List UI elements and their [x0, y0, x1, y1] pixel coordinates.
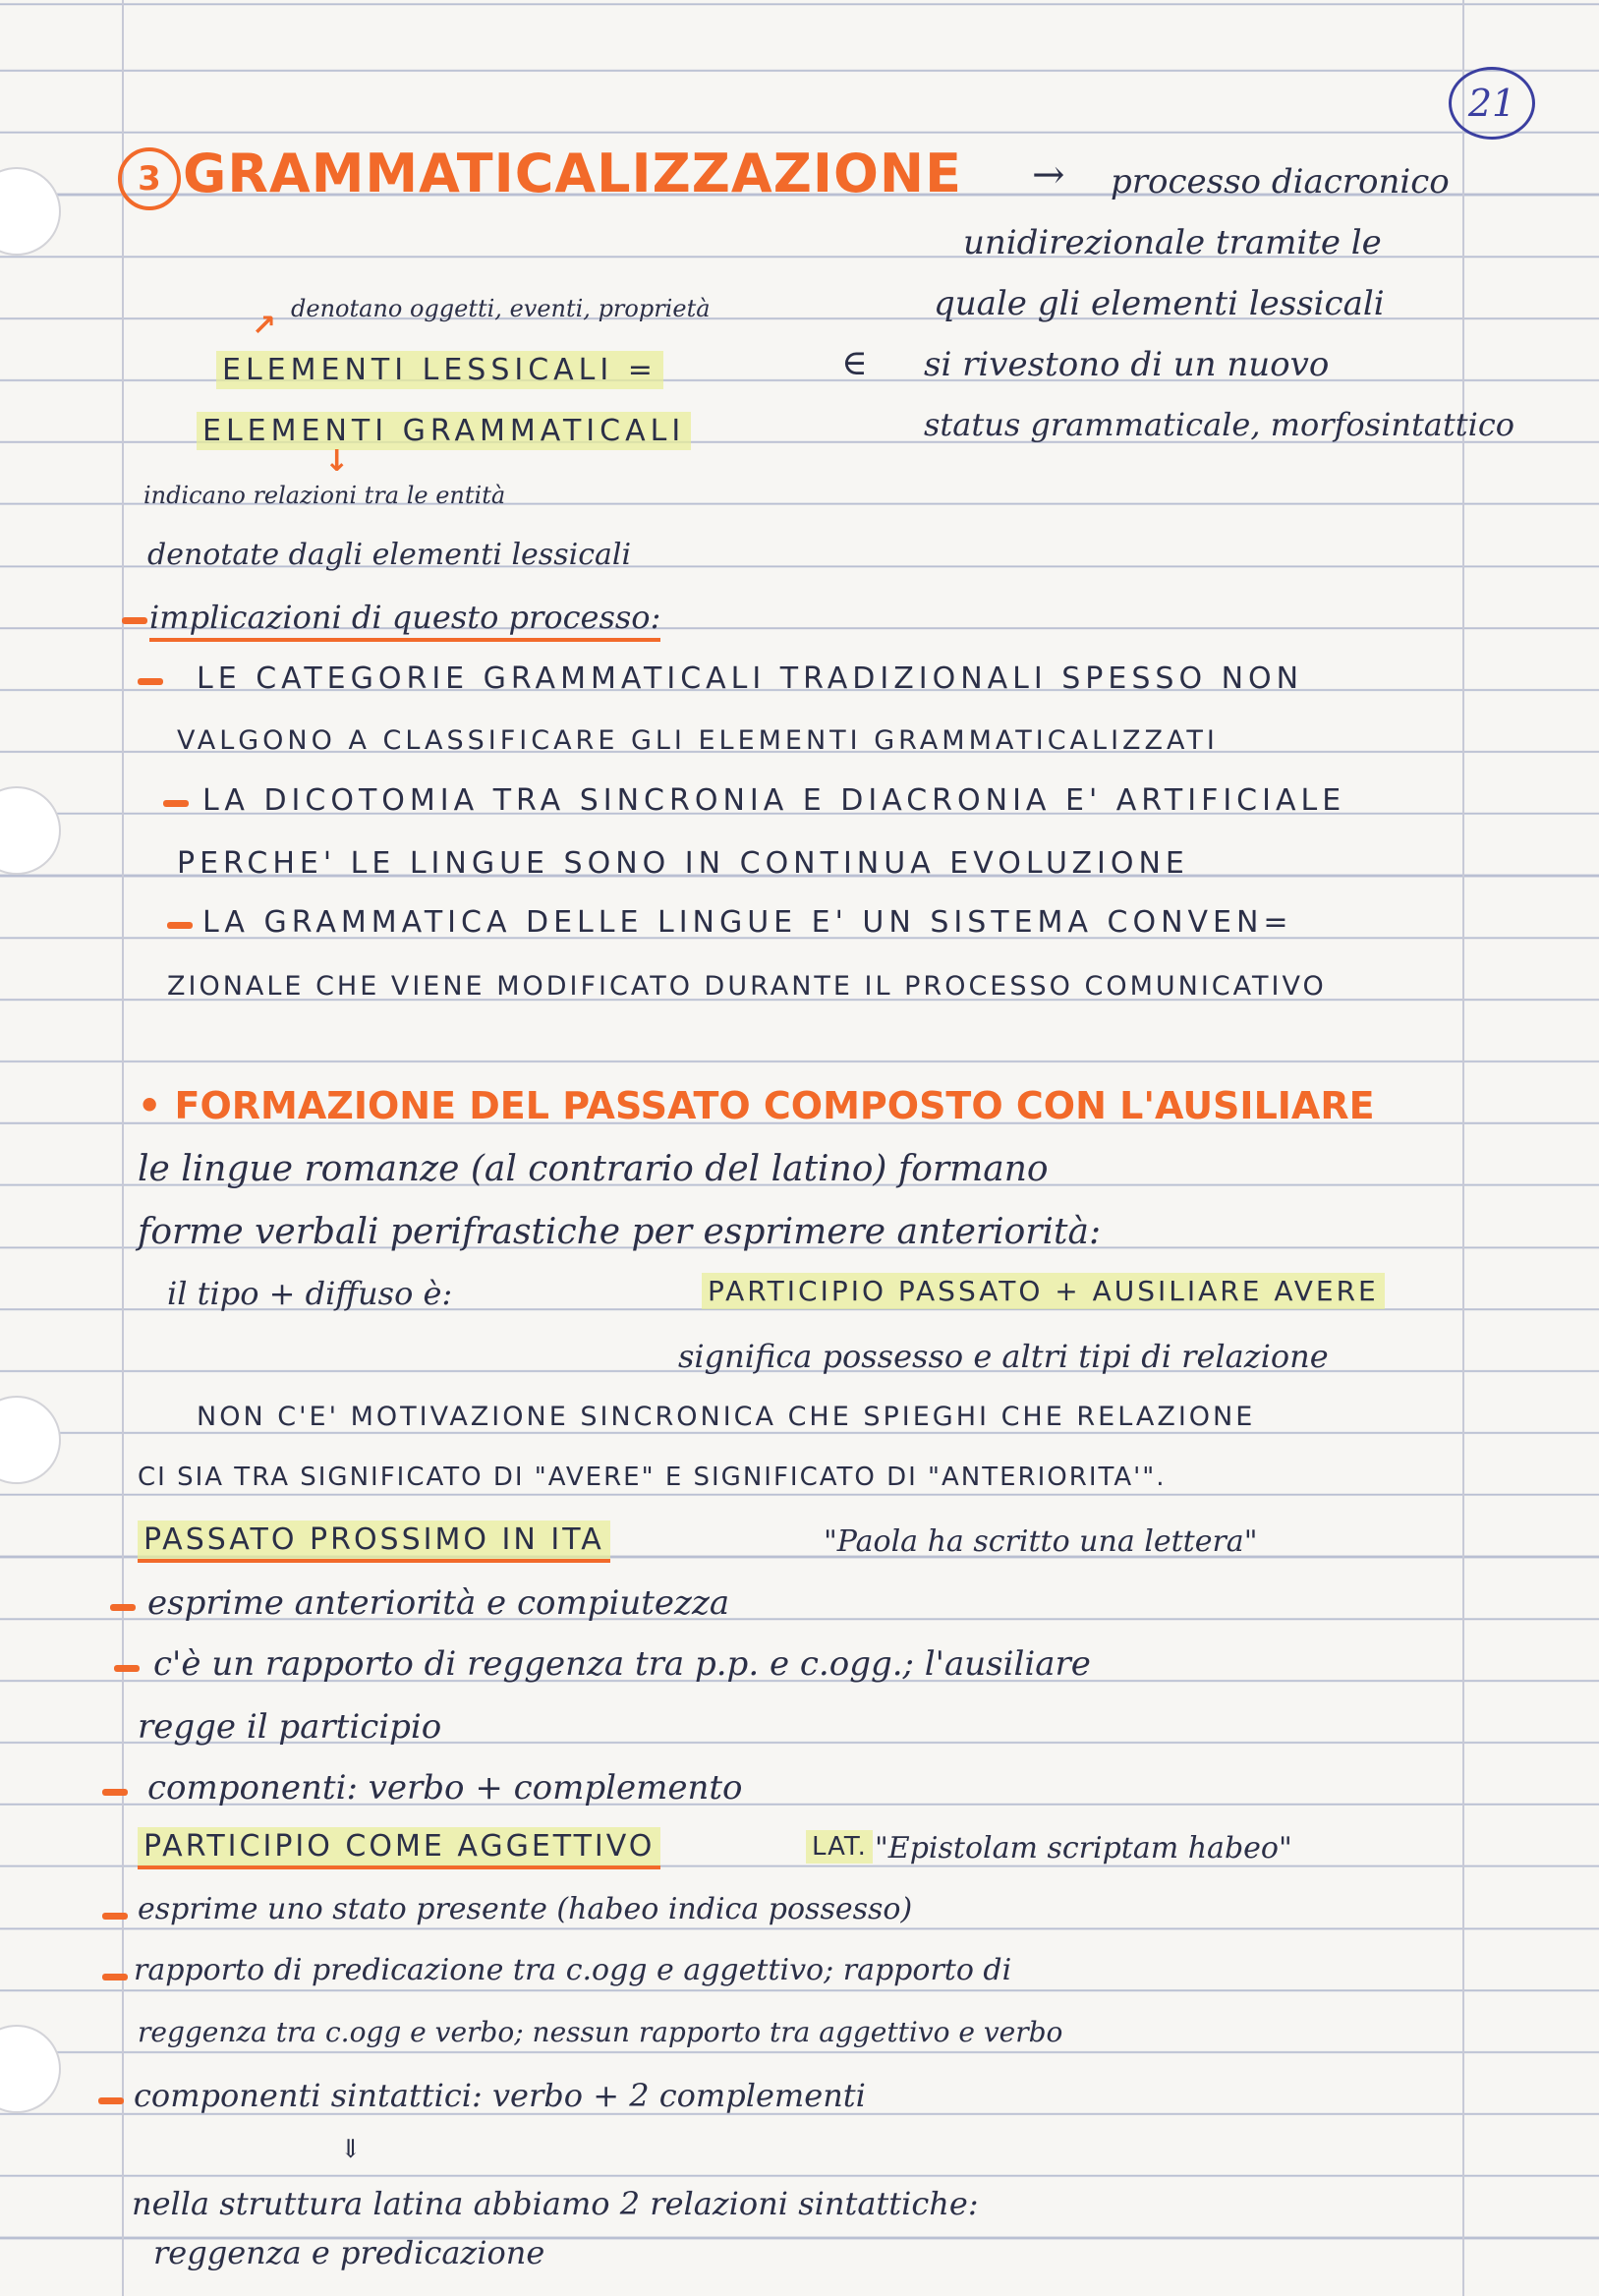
grammatical-elements-text: ELEMENTI GRAMMATICALI: [197, 412, 691, 450]
punch-hole: [0, 167, 61, 256]
implication-line: PERCHE' LE LINGUE SONO IN CONTINUA EVOLUZIONE: [177, 846, 1189, 881]
section-text: forme verbali perifrastiche per esprimere anteriorità:: [138, 1212, 1102, 1252]
bullet-dash: [110, 1604, 136, 1611]
implication-line: LA DICOTOMIA TRA SINCRONIA E DIACRONIA E' ARTIFICIALE: [202, 783, 1346, 818]
right-margin-line: [1462, 0, 1464, 2296]
definition-line: status grammaticale, morfosintattico: [924, 406, 1515, 443]
lexical-note: denotano oggetti, eventi, proprietà: [291, 295, 711, 322]
section-text: le lingue romanze (al contrario del latino) formano: [138, 1149, 1049, 1189]
bullet-dash: [114, 1665, 140, 1672]
lexical-elements-text: ELEMENTI LESSICALI =: [216, 351, 663, 389]
participio-lang: [806, 1834, 873, 1860]
heading-arrow: →: [1032, 152, 1065, 198]
conclusion-text: reggenza e predicazione: [153, 2234, 545, 2271]
participio-item: componenti sintattici: verbo + 2 complementi: [134, 2077, 866, 2114]
definition-line: si rivestono di un nuovo: [924, 345, 1330, 384]
section-text: CI SIA TRA SIGNIFICATO DI "AVERE" E SIGNIFICATO DI "ANTERIORITA'".: [138, 1463, 1167, 1492]
passato-prossimo-label-text: PASSATO PROSSIMO IN ITA: [138, 1521, 610, 1563]
arrow-down-icon: ↓: [324, 444, 350, 479]
participio-lang-text: LAT.: [806, 1830, 873, 1864]
section-text: il tipo + diffuso è:: [167, 1275, 453, 1312]
definition-line: processo diacronico: [1111, 162, 1450, 201]
grammatical-note: indicano relazioni tra le entità: [143, 482, 506, 509]
page-number: 21: [1449, 67, 1535, 140]
perifrastic-formula: [702, 1275, 1385, 1307]
perifrastic-formula-text: PARTICIPIO PASSATO + AUSILIARE AVERE: [702, 1273, 1385, 1309]
participio-label-text: PARTICIPIO COME AGGETTIVO: [138, 1827, 660, 1869]
implication-line: LA GRAMMATICA DELLE LINGUE E' UN SISTEMA CONVEN=: [202, 905, 1293, 940]
heading-title: GRAMMATICALIZZAZIONE: [183, 143, 962, 204]
participio-label: [138, 1829, 660, 1864]
passato-item: componenti: verbo + complemento: [147, 1768, 743, 1808]
lexical-elements: [216, 353, 663, 387]
section-text: significa possesso e altri tipi di relazione: [678, 1338, 1329, 1375]
section-text: NON C'E' MOTIVAZIONE SINCRONICA CHE SPIEGHI CHE RELAZIONE: [197, 1402, 1256, 1432]
bullet-dash: [167, 922, 193, 929]
bullet-dash: [138, 678, 163, 685]
passato-item: esprime anteriorità e compiutezza: [147, 1583, 730, 1623]
punch-hole: [0, 786, 61, 875]
section-title: • FORMAZIONE DEL PASSATO COMPOSTO CON L'AUSILIARE: [138, 1084, 1375, 1127]
punch-hole: [0, 1396, 61, 1484]
implications-heading-text: implicazioni di questo processo:: [149, 599, 660, 642]
participio-item: esprime uno stato presente (habeo indica possesso): [138, 1892, 913, 1926]
bullet-dash: [102, 1974, 128, 1980]
bullet-dash: [163, 800, 189, 807]
participio-example: "Epistolam scriptam habeo": [875, 1831, 1292, 1866]
implication-line: ZIONALE CHE VIENE MODIFICATO DURANTE IL PROCESSO COMUNICATIVO: [167, 971, 1327, 1002]
punch-hole: [0, 2025, 61, 2113]
bullet-dash: [98, 2097, 124, 2104]
arrow-up-icon: ↗: [252, 309, 277, 343]
participio-item: rapporto di predicazione tra c.ogg e aggettivo; rapporto di: [134, 1953, 1012, 1987]
bullet-dash: [122, 617, 147, 624]
definition-line: unidirezionale tramite le: [963, 223, 1382, 262]
grammatical-elements: [197, 414, 691, 448]
passato-prossimo-example: "Paola ha scritto una lettera": [824, 1524, 1258, 1559]
down-arrow-icon: ⇓: [340, 2135, 362, 2164]
passato-prossimo-label: [138, 1522, 610, 1557]
passato-item: regge il participio: [138, 1707, 442, 1747]
implications-heading: [149, 599, 661, 636]
implication-line: LE CATEGORIE GRAMMATICALI TRADIZIONALI SPESSO NON: [197, 661, 1304, 696]
section-number: 3: [118, 147, 181, 210]
left-margin-line: [122, 0, 124, 2296]
bullet-dash: [102, 1789, 128, 1796]
passato-item: c'è un rapporto di reggenza tra p.p. e c.ogg.; l'ausiliare: [153, 1644, 1091, 1684]
element-of-symbol: ∈: [841, 343, 868, 383]
participio-item: reggenza tra c.ogg e verbo; nessun rapporto tra aggettivo e verbo: [138, 2016, 1063, 2048]
conclusion-text: nella struttura latina abbiamo 2 relazioni sintattiche:: [132, 2185, 979, 2222]
definition-line: quale gli elementi lessicali: [934, 284, 1385, 323]
bullet-dash: [102, 1913, 128, 1920]
grammatical-note: denotate dagli elementi lessicali: [147, 538, 632, 572]
implication-line: VALGONO A CLASSIFICARE GLI ELEMENTI GRAMMATICALIZZATI: [177, 725, 1219, 756]
